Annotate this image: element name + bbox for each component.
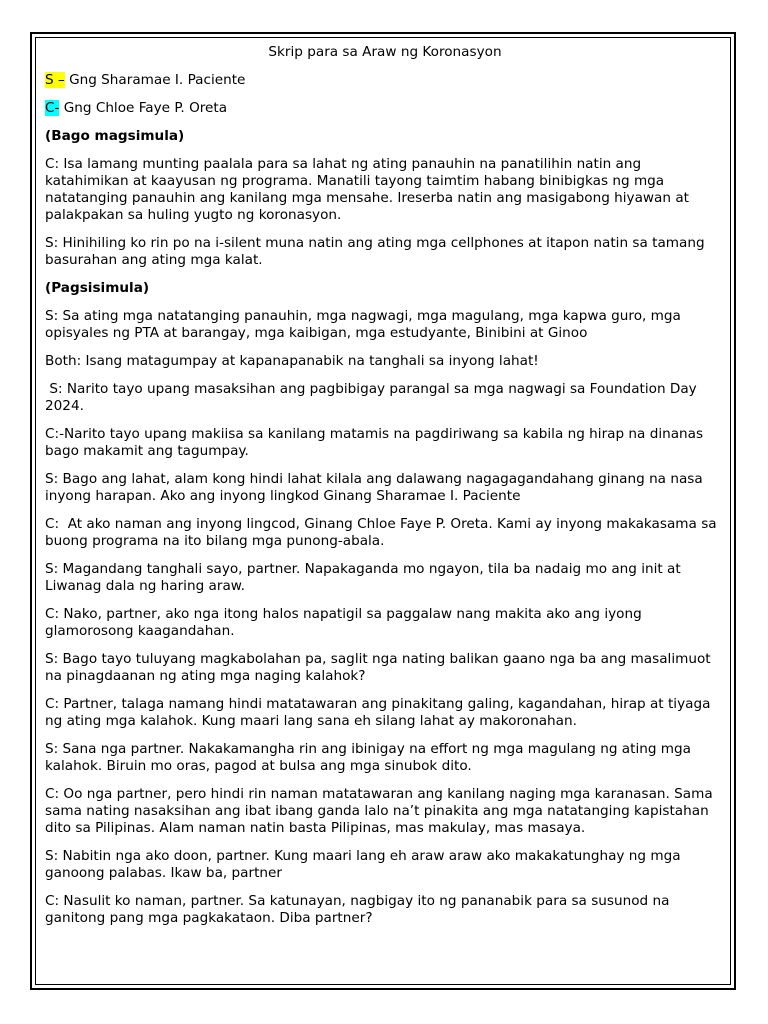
document-body bbox=[45, 44, 725, 938]
script-line: C: Isa lamang munting paalala para sa lahat ng ating panauhin na panatilihin natin ang katahimikan at kaayusan ng programa. Manatili tayong taimtim habang binibigkas ng mga natatanging panauhin ang kanilang mga mensahe. Ireserba natin ang masigabong hiyawan at palakpakan sa huling yugto ng koronasyon. bbox=[45, 156, 694, 223]
script-line: C: Oo nga partner, pero hindi rin naman matatawaran ang kanilang naging mga karanasan. Sama sama nating nasaksihan ang ibat ibang ganda lalo na’t pinakita ang mga natatanging kapistahan dito sa Pilipinas. Alam naman natin basta Pilipinas, mas makulay, mas masaya. bbox=[45, 786, 718, 836]
host-line-s bbox=[45, 72, 725, 89]
script-line: S: Sa ating mga natatanging panauhin, mga nagwagi, mga magulang, mga kapwa guro, mga opisyales ng PTA at barangay, mga kaibigan, mga estudyante, Binibini at Ginoo bbox=[45, 308, 686, 341]
script-line: S: Sana nga partner. Nakakamangha rin ang ibinigay na effort ng mga magulang ng ating mga kalahok. Biruin mo oras, pagod at bulsa ang mga sinubok dito. bbox=[45, 741, 696, 774]
section-heading-bago: (Bago magsimula) bbox=[45, 128, 185, 144]
script-line: C: Nako, partner, ako nga itong halos napatigil sa paggalaw nang makita ako ang iyong glamorosong kaagandahan. bbox=[45, 606, 647, 639]
document-title: Skrip para sa Araw ng Koronasyon bbox=[268, 44, 502, 60]
script-line: S: Hinihiling ko rin po na i-silent muna natin ang ating mga cellphones at itapon natin sa tamang basurahan ang ating mga kalat. bbox=[45, 235, 709, 268]
script-line: C: Partner, talaga namang hindi matatawaran ang pinakitang galing, kagandahan, hirap at tiyaga ng ating mga kalahok. Kung maari lang sana eh silang lahat ay makoronahan. bbox=[45, 696, 715, 729]
section-heading-pagsisimula: (Pagsisimula) bbox=[45, 280, 150, 296]
script-line: S: Nabitin nga ako doon, partner. Kung maari lang eh araw araw ako makakatunghay ng mga ganoong palabas. Ikaw ba, partner bbox=[45, 848, 685, 881]
script-line: S: Narito tayo upang masaksihan ang pagbibigay parangal sa mga nagwagi sa Foundation Day 2024. bbox=[45, 381, 702, 414]
script-line: S: Magandang tanghali sayo, partner. Napakaganda mo ngayon, tila ba nadaig mo ang init at Liwanag dala ng haring araw. bbox=[45, 561, 686, 594]
script-line: Both: Isang matagumpay at kapanapanabik na tanghali sa inyong lahat! bbox=[45, 353, 539, 369]
host-marker-c: C- bbox=[45, 100, 60, 116]
host-name-s: Gng Sharamae I. Paciente bbox=[64, 72, 246, 88]
script-line: S: Bago tayo tuluyang magkabolahan pa, saglit nga nating balikan gaano nga ba ang masalimuot na pinagdaanan ng ating mga naging kalahok? bbox=[45, 651, 715, 684]
host-line-c bbox=[45, 100, 725, 117]
script-line: C:-Narito tayo upang makiisa sa kanilang matamis na pagdiriwang sa kabila ng hirap na dinanas bago makamit ang tagumpay. bbox=[45, 426, 708, 459]
script-line: C: Nasulit ko naman, partner. Sa katunayan, nagbigay ito ng pananabik para sa susunod na ganitong pang mga pagkakataon. Diba partner? bbox=[45, 893, 674, 926]
host-name-c: Gng Chloe Faye P. Oreta bbox=[59, 100, 228, 116]
host-marker-s: S – bbox=[45, 72, 65, 88]
script-line: C: At ako naman ang inyong lingcod, Ginang Chloe Faye P. Oreta. Kami ay inyong makakasama sa buong programa na ito bilang mga punong-abala. bbox=[45, 516, 721, 549]
script-line: S: Bago ang lahat, alam kong hindi lahat kilala ang dalawang nagagagandahang ginang na nasa inyong harapan. Ako ang inyong lingkod Ginang Sharamae I. Paciente bbox=[45, 471, 708, 504]
